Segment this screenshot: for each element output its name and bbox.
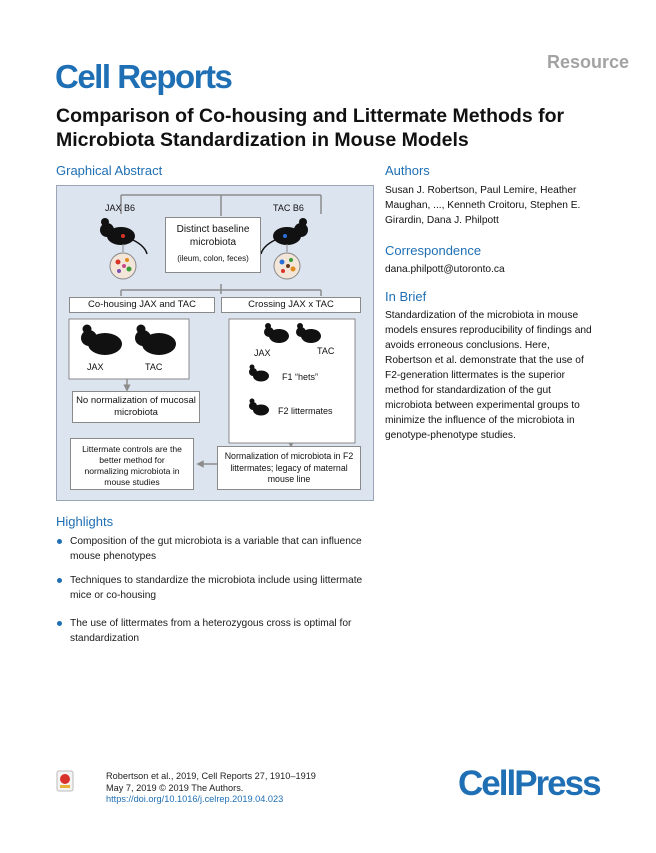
footer-citation <box>106 771 316 806</box>
baseline-title: Distinct baseline microbiota <box>176 224 250 248</box>
doi-link[interactable]: https://doi.org/10.1016/j.celrep.2019.04.023 <box>106 794 284 804</box>
f2-label: F2 littermates <box>278 406 333 416</box>
crossing-header: Crossing JAX x TAC <box>221 297 361 313</box>
normalization-f2-box: Normalization of microbiota in F2 littermates; legacy of maternal mouse line <box>217 446 361 490</box>
graphical-abstract <box>56 185 374 501</box>
cellpress-logo: CellPress <box>458 764 600 803</box>
tac-b6-label: TAC B6 <box>273 203 304 213</box>
conclusion-box: Littermate controls are the better method for normalizing microbiota in mouse studies <box>70 438 194 490</box>
highlight-text: Composition of the gut microbiota is a variable that can influence mouse phenotypes <box>70 536 362 562</box>
highlight-item <box>56 573 366 603</box>
jax-microbiota-tube-icon <box>110 244 136 279</box>
copyright-text: May 7, 2019 © 2019 The Authors. <box>106 782 244 793</box>
tac-microbiota-tube-icon <box>274 244 300 279</box>
journal-title: Cell Reports <box>55 58 232 95</box>
in-brief-heading: In Brief <box>385 289 427 304</box>
paper-title: Comparison of Co-housing and Littermate Methods for Microbiota Standardization in Mouse Models <box>56 105 565 151</box>
bullet-icon <box>57 578 62 583</box>
cohousing-jax-label: JAX <box>87 362 104 372</box>
cohousing-header: Co-housing JAX and TAC <box>69 297 215 313</box>
highlight-text: The use of littermates from a heterozygous cross is optimal for standardization <box>70 618 352 644</box>
tac-mouse-icon <box>261 218 308 254</box>
crossing-jax-label: JAX <box>254 348 271 358</box>
jax-b6-label: JAX B6 <box>105 203 136 213</box>
cohousing-tac-label: TAC <box>145 362 163 372</box>
f1-label: F1 “hets” <box>282 372 319 382</box>
bullet-icon <box>57 539 62 544</box>
bullet-icon <box>57 621 62 626</box>
baseline-sub: (ileum, colon, feces) <box>177 254 249 263</box>
crossing-tac-label: TAC <box>317 346 335 356</box>
graphical-abstract-heading: Graphical Abstract <box>56 163 163 178</box>
authors-list: Susan J. Robertson, Paul Lemire, Heather Maughan, ..., Kenneth Croitoru, Stephen E. Girardin, Dana J. Philpott <box>385 185 581 226</box>
crossmark-icon[interactable] <box>56 770 74 792</box>
in-brief-text: Standardization of the microbiota in mouse models ensures reproducibility of findings and avoids erroneous conclusions. Here, Robertson et al. demonstrate that the use of F2-generation littermates is the superior method for standardization of the gut microbiota between experimental groups to minimize the influence of the microbiota in genotype-phenotype studies. <box>385 310 592 441</box>
no-normalization-box: No normalization of mucosal microbiota <box>72 391 200 423</box>
correspondence-email[interactable]: dana.philpott@utoronto.ca <box>385 264 505 275</box>
highlights-heading: Highlights <box>56 514 114 529</box>
highlight-text: Techniques to standardize the microbiota include using littermate mice or co-housing <box>70 575 363 601</box>
highlight-item <box>56 616 366 646</box>
highlight-item <box>56 534 366 564</box>
authors-heading: Authors <box>385 163 430 178</box>
correspondence-heading: Correspondence <box>385 243 482 258</box>
baseline-box <box>165 217 261 273</box>
citation-text: Robertson et al., 2019, Cell Reports 27, 1910–1919 <box>106 771 316 781</box>
article-type: Resource <box>546 52 629 72</box>
